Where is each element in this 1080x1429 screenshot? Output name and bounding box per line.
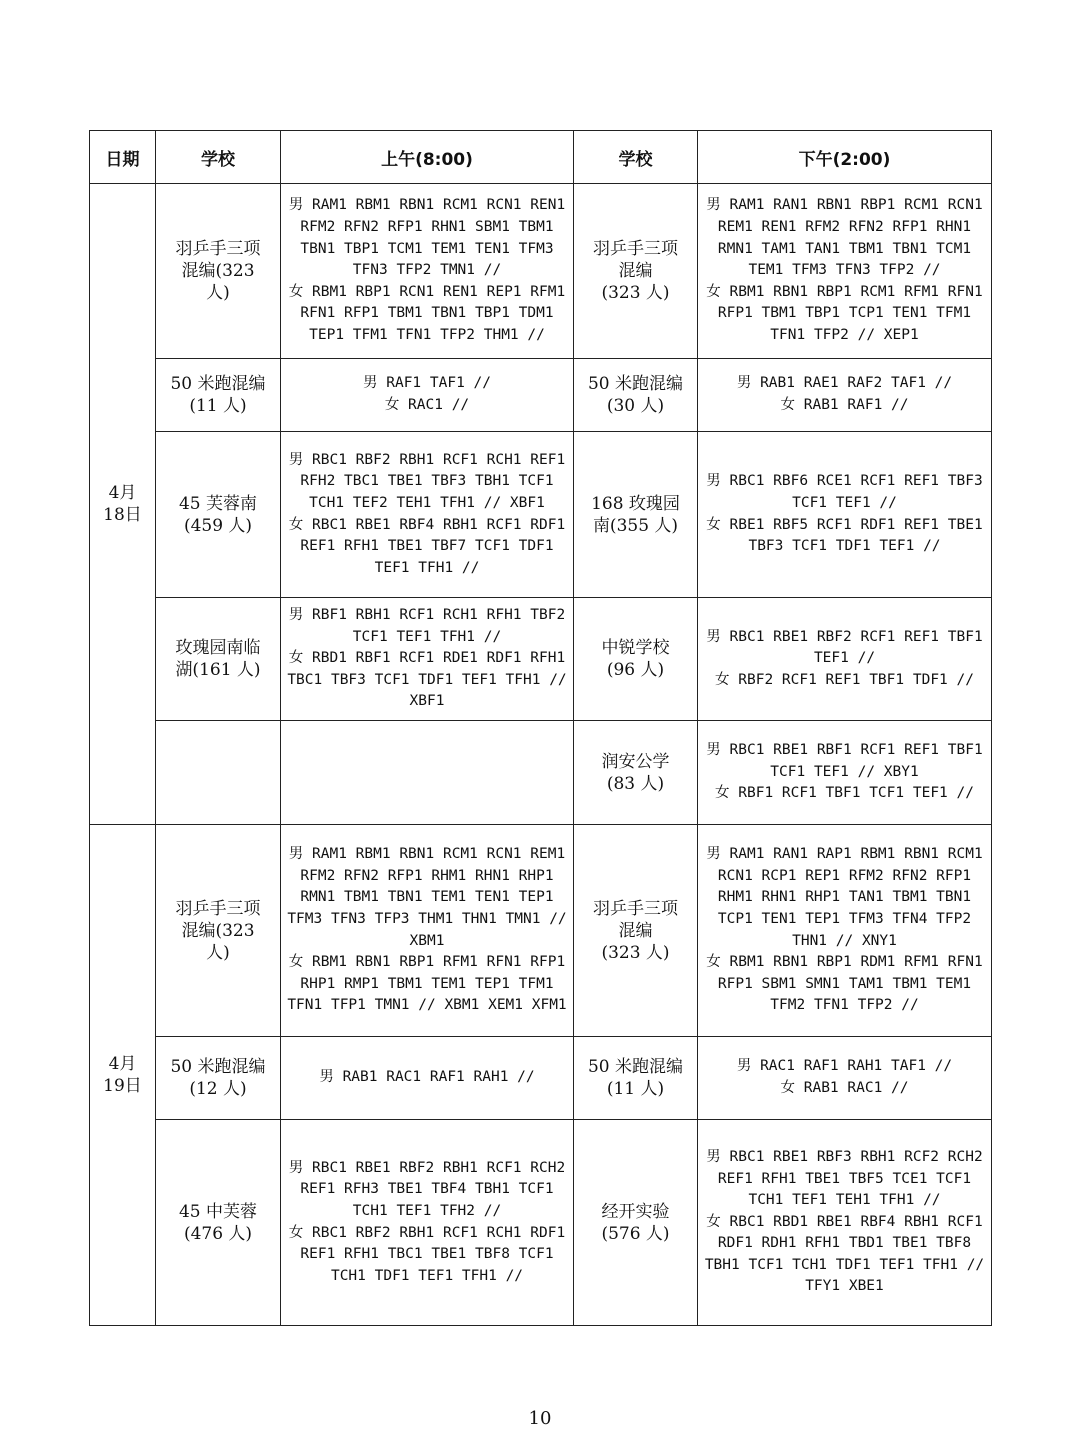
event-codes: 男 RBC1 RBF2 RBH1 RCF1 RCH1 REF1 RFH2 TBC1 TBE1 TBF3 TBH1 TCF1 TCH1 TEF2 TEH1 TFH1 // XBF1 女 RBC1 RBE1 RBF4 RBH1 RCF1 RDF1 REF1 RFH1 TBE1 TBF7 TCF1 TDF1 TEF1 TFH1 // (288, 451, 566, 576)
school-cell (156, 432, 281, 598)
school-name: 羽乒手三项 混编(323 人) (175, 898, 261, 963)
events-cell (698, 598, 992, 721)
table-row (90, 598, 992, 721)
table-row (90, 1120, 992, 1326)
school-cell (574, 184, 698, 359)
event-codes: 男 RAM1 RAN1 RBN1 RBP1 RCM1 RCN1 REM1 REN1 RFM2 RFN2 RFP1 RHN1 RMN1 TAM1 TAN1 TBM1 TBN1 TCM1 TEM1 TFM3 TFN3 TFP2 // 女 RBM1 RBN1 RBP1 RCM1 RFM1 RFN1 RFP1 TBM1 TBP1 TCP1 TEN1 TFM1 TFN1 TFP2 // XEP1 (706, 197, 983, 343)
school-cell (156, 1037, 281, 1120)
school-name: 羽乒手三项 混编(323 人) (175, 239, 261, 303)
events-cell (281, 721, 574, 825)
date-cell (90, 825, 156, 1326)
date-label: 4月 18日 (103, 483, 142, 525)
events-cell (698, 1037, 992, 1120)
events-cell (281, 825, 574, 1037)
events-cell (698, 184, 992, 359)
date-cell (90, 184, 156, 825)
table-row (90, 825, 992, 1037)
school-cell (156, 598, 281, 721)
school-cell (156, 359, 281, 432)
school-cell (574, 825, 698, 1037)
school-cell (574, 1120, 698, 1326)
page-number: 10 (528, 1408, 552, 1429)
event-codes: 男 RAM1 RAN1 RAP1 RBM1 RBN1 RCM1 RCN1 RCP1 REP1 RFM2 RFN2 RFP1 RHM1 RHN1 RHP1 TAN1 TBM1 TBN1 TCP1 TEN1 TEP1 TFM3 TFN4 TFP2 THN1 // XNY1 女 RBM1 RBN1 RBP1 RDM1 RFM1 RFN1 RFP1 SBM1 SMN1 TAM1 TBM1 TEM1 TFM2 TFN1 TFP2 // (706, 846, 983, 1014)
school-cell (574, 359, 698, 432)
header-date: 日期 (90, 131, 156, 184)
school-name: 50 米跑混编 (12 人) (170, 1057, 266, 1099)
event-codes: 男 RAB1 RAE1 RAF2 TAF1 // 女 RAB1 RAF1 // (736, 375, 953, 413)
school-cell (156, 721, 281, 825)
event-codes: 男 RBC1 RBF6 RCE1 RCF1 REF1 TBF3 TCF1 TEF1 // 女 RBE1 RBF5 RCF1 RDF1 REF1 TBE1 TBF3 TCF1 TDF1 TEF1 // (706, 473, 983, 555)
header-afternoon: 下午(2:00) (698, 131, 992, 184)
events-cell (281, 184, 574, 359)
events-cell (698, 432, 992, 598)
event-codes: 男 RBC1 RBE1 RBF1 RCF1 REF1 TBF1 TCF1 TEF1 // XBY1 女 RBF1 RCF1 TBF1 TCF1 TEF1 // (706, 742, 983, 802)
event-codes: 男 RAM1 RBM1 RBN1 RCM1 RCN1 REM1 RFM2 RFN2 RFP1 RHM1 RHN1 RHP1 RMN1 TBM1 TBN1 TEM1 TEN1 TEP1 TFM3 TFN3 TFP3 THM1 THN1 TMN1 // XBM1 女 RBM1 RBN1 RBP1 RFM1 RFN1 RFP1 RHP1 RMP1 TBM1 TEM1 TEP1 TFM1 TFN1 TFP1 TMN1 // XBM1 XEM1 XFM1 (287, 846, 567, 1014)
school-name: 50 米跑混编 (11 人) (587, 1057, 684, 1099)
school-name: 中锐学校 (96 人) (601, 638, 670, 680)
header-school-pm: 学校 (574, 131, 698, 184)
events-cell (281, 1120, 574, 1326)
table-row (90, 184, 992, 359)
event-codes: 男 RBC1 RBE1 RBF2 RCF1 REF1 TBF1 TEF1 // 女 RBF2 RCF1 REF1 TBF1 TDF1 // (706, 628, 983, 688)
school-name: 羽乒手三项 混编 (323 人) (593, 239, 678, 303)
school-name: 45 中芙蓉 (476 人) (178, 1201, 258, 1244)
event-codes: 男 RBC1 RBE1 RBF3 RBH1 RCF2 RCH2 REF1 RFH1 TBE1 TBF5 TCE1 TCF1 TCH1 TEF1 TEH1 TFH1 // 女 RBC1 RBD1 RBE1 RBF4 RBH1 RCF1 RDF1 RDH1 RFH1 TBD1 TBE1 TBF8 TBH1 TCF1 TCH1 TDF1 TEF1 TFH1 // TFY1 XBE1 (704, 1148, 985, 1295)
events-cell (698, 825, 992, 1037)
school-name: 45 芙蓉南 (459 人) (178, 493, 258, 536)
date-label: 4月 19日 (103, 1054, 142, 1096)
event-codes: 男 RAB1 RAC1 RAF1 RAH1 // (319, 1069, 535, 1086)
event-codes: 男 RBC1 RBE1 RBF2 RBH1 RCF1 RCH2 REF1 RFH3 TBE1 TBF4 TBH1 TCF1 TCH1 TEF1 TFH2 // 女 RBC1 RBF2 RBH1 RCF1 RCH1 RDF1 REF1 RFH1 TBC1 TBE1 TBF8 TCF1 TCH1 TDF1 TEF1 TFH1 // (288, 1159, 566, 1284)
table-row (90, 432, 992, 598)
events-cell (698, 359, 992, 432)
header-row (90, 131, 992, 184)
school-cell (156, 1120, 281, 1326)
school-name: 168 玫瑰园 南(355 人) (591, 493, 680, 536)
events-cell (281, 598, 574, 721)
table-row (90, 1037, 992, 1120)
events-cell (281, 1037, 574, 1120)
school-cell (156, 184, 281, 359)
school-cell (574, 598, 698, 721)
events-cell (698, 1120, 992, 1326)
school-cell (574, 432, 698, 598)
events-cell (281, 432, 574, 598)
event-codes: 男 RAF1 TAF1 // 女 RAC1 // (363, 375, 491, 413)
event-codes: 男 RAM1 RBM1 RBN1 RCM1 RCN1 REN1 RFM2 RFN2 RFP1 RHN1 SBM1 TBM1 TBN1 TBP1 TCM1 TEM1 TEN1 TFM3 TFN3 TFP2 TMN1 // 女 RBM1 RBP1 RCN1 REN1 REP1 RFM1 RFN1 RFP1 TBM1 TBN1 TBP1 TDM1 TEP1 TFM1 TFN1 TFP2 THM1 // (288, 197, 566, 343)
header-morning: 上午(8:00) (281, 131, 574, 184)
events-cell (698, 721, 992, 825)
schedule-table (89, 130, 992, 1326)
school-name: 羽乒手三项 混编 (323 人) (593, 898, 678, 963)
event-codes: 男 RAC1 RAF1 RAH1 TAF1 // 女 RAB1 RAC1 // (736, 1058, 953, 1096)
school-cell (574, 721, 698, 825)
school-name: 50 米跑混编 (11 人) (170, 374, 266, 416)
events-cell (281, 359, 574, 432)
school-name: 50 米跑混编 (30 人) (587, 374, 684, 416)
school-name: 玫瑰园南临 湖(161 人) (175, 638, 261, 680)
school-cell (156, 825, 281, 1037)
school-name: 润安公学 (83 人) (601, 751, 670, 794)
school-name: 经开实验 (576 人) (601, 1201, 670, 1244)
table-row (90, 359, 992, 432)
school-cell (574, 1037, 698, 1120)
table-row (90, 721, 992, 825)
header-school-am: 学校 (156, 131, 281, 184)
event-codes: 男 RBF1 RBH1 RCF1 RCH1 RFH1 TBF2 TCF1 TEF1 TFH1 // 女 RBD1 RBF1 RCF1 RDE1 RDF1 RFH1 TBC1 TBF3 TCF1 TDF1 TEF1 TFH1 // XBF1 (287, 607, 567, 710)
